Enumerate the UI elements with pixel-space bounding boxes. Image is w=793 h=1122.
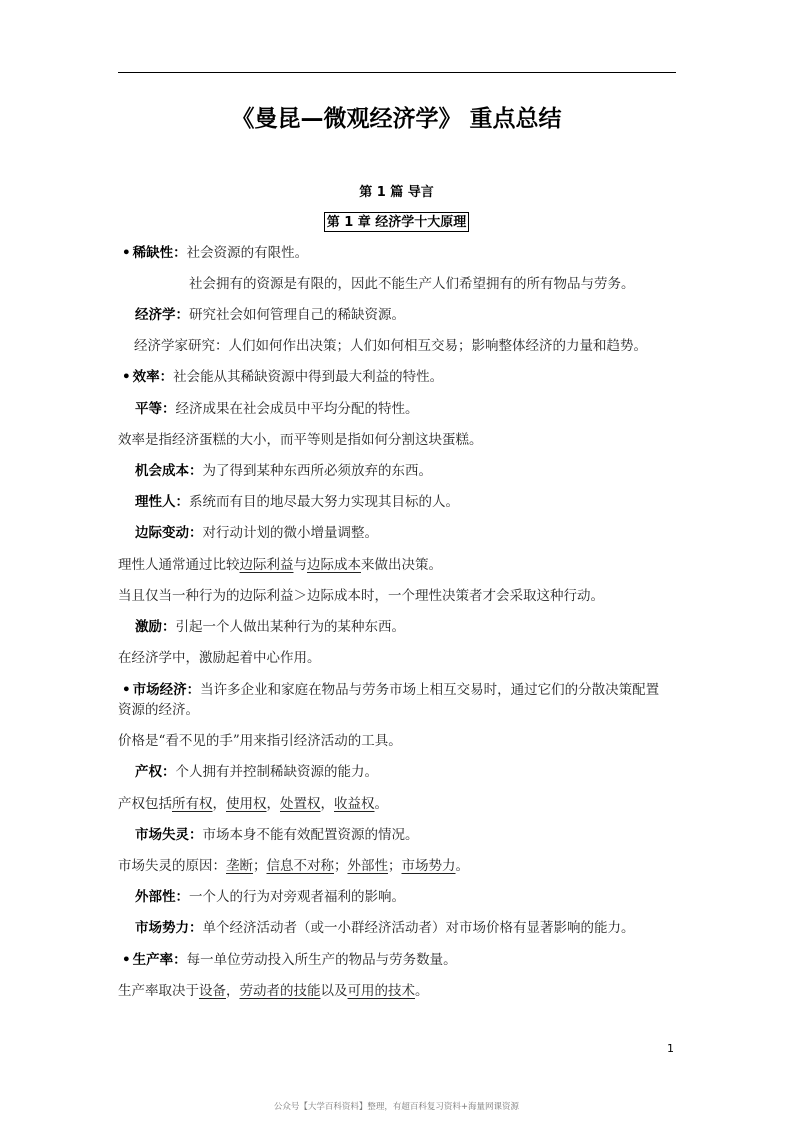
underlined-term: 边际成本 [307, 557, 361, 573]
definition-marginal-change [135, 524, 378, 542]
paragraph [118, 649, 321, 667]
definition-market-power [135, 919, 635, 937]
definition-scarcity [122, 244, 308, 262]
term: 效率： [132, 369, 174, 385]
definition-productivity [122, 951, 457, 969]
definition-text: 对行动计划的微小增量调整。 [202, 525, 378, 541]
paragraph-text: 价格是“看不见的手”用来指引经济活动的工具。 [118, 733, 402, 749]
paragraph [118, 431, 483, 449]
text-run: 理性人通常通过比较 [118, 557, 240, 573]
term: 生产率： [132, 952, 187, 968]
definition-text: 社会能从其稀缺资源中得到最大利益的特性。 [173, 369, 444, 385]
definition-text: 为了得到某种东西所必须放弃的东西。 [202, 463, 432, 479]
paragraph [118, 982, 429, 1000]
definition-equality [135, 400, 419, 418]
underlined-term: 收益权 [334, 796, 375, 812]
paragraph-text: 社会拥有的资源是有限的，因此不能生产人们希望拥有的所有物品与劳务。 [189, 276, 635, 292]
paragraph [189, 275, 635, 293]
term: 产权： [135, 764, 176, 780]
definition-incentive [135, 618, 405, 636]
underlined-term: 使用权 [226, 796, 267, 812]
chapter-heading-wrap [0, 211, 793, 232]
text-run: ； [253, 858, 267, 874]
underlined-term: 可用的技术 [347, 983, 415, 999]
text-run: ， [266, 796, 280, 812]
paragraph [118, 732, 402, 750]
page-number: 1 [667, 1042, 674, 1055]
text-run: 。 [415, 983, 429, 999]
definition-text: 社会资源的有限性。 [186, 245, 309, 261]
definition-text: 每一单位劳动投入所生产的物品与劳务数量。 [186, 952, 457, 968]
underlined-term: 劳动者的技能 [239, 983, 321, 999]
definition-property-rights [135, 763, 378, 781]
text-run: ； [388, 858, 402, 874]
text-run: 。 [455, 858, 469, 874]
text-run: 产权包括 [118, 796, 172, 812]
text-run: ， [320, 796, 334, 812]
underlined-term: 边际利益 [239, 557, 294, 573]
text-run: 。 [374, 796, 388, 812]
definition-externality [135, 888, 405, 906]
term: 激励： [135, 619, 176, 635]
paragraph [118, 857, 469, 875]
term: 市场失灵： [135, 827, 203, 843]
term: 平等： [135, 401, 176, 417]
bullet-icon: • [122, 245, 131, 261]
definition-text: 单个经济活动者（或一小群经济活动者）对市场价格有显著影响的能力。 [202, 920, 635, 936]
text-run: ， [226, 983, 240, 999]
text-run: ， [212, 796, 226, 812]
definition-text: 市场本身不能有效配置资源的情况。 [202, 827, 419, 843]
paragraph [118, 587, 604, 605]
underlined-term: 处置权 [280, 796, 321, 812]
footer-watermark: 公众号【大学百科资料】整理，有超百科复习资料+海量网课资源 [273, 1102, 520, 1112]
paragraph-text: 当且仅当一种行为的边际利益＞边际成本时，一个理性决策者才会采取这种行动。 [118, 588, 604, 604]
text-run: 与 [293, 557, 307, 573]
term: 理性人： [135, 494, 189, 510]
paragraph-text: 在经济学中，激励起着中心作用。 [118, 650, 321, 666]
term: 市场势力： [135, 920, 203, 936]
definition-text: 研究社会如何管理自己的稀缺资源。 [189, 307, 405, 323]
paragraph-text: 经济学家研究：人们如何作出决策；人们如何相互交易；影响整体经济的力量和趋势。 [134, 338, 647, 354]
definition-continuation [118, 701, 199, 719]
text-run: ； [334, 858, 348, 874]
underlined-term: 外部性 [347, 858, 388, 874]
part-heading: 第 1 篇 导言 [359, 185, 434, 200]
definition-economics [135, 306, 405, 324]
term: 经济学： [135, 307, 189, 323]
term: 市场经济： [132, 682, 201, 698]
underlined-term: 所有权 [172, 796, 213, 812]
text-run: 市场失灵的原因： [118, 858, 226, 874]
paragraph [118, 556, 442, 574]
definition-rational-person [135, 493, 459, 511]
term: 机会成本： [135, 463, 203, 479]
header-rule [118, 72, 676, 73]
chapter-heading: 第 1 章 经济学十大原理 [324, 212, 470, 232]
definition-opportunity-cost [135, 462, 432, 480]
paragraph-text: 效率是指经济蛋糕的大小，而平等则是指如何分割这块蛋糕。 [118, 432, 483, 448]
definition-text: 系统而有目的地尽最大努力实现其目标的人。 [189, 494, 459, 510]
text-run: 以及 [320, 983, 348, 999]
definition-market-economy [122, 681, 659, 699]
bullet-icon: • [122, 369, 131, 385]
definition-text: 个人拥有并控制稀缺资源的能力。 [175, 764, 378, 780]
bullet-icon: • [122, 952, 131, 968]
term: 边际变动： [135, 525, 203, 541]
definition-text: 当许多企业和家庭在物品与劳务市场上相互交易时，通过它们的分散决策配置 [200, 682, 660, 698]
text-run: 来做出决策。 [361, 557, 442, 573]
definition-text: 经济成果在社会成员中平均分配的特性。 [175, 401, 419, 417]
underlined-term: 垄断 [226, 858, 253, 874]
definition-efficiency [122, 368, 443, 386]
underlined-term: 市场势力 [401, 858, 456, 874]
definition-market-failure [135, 826, 419, 844]
underlined-term: 信息不对称 [266, 858, 334, 874]
definition-text: 一个人的行为对旁观者福利的影响。 [189, 889, 405, 905]
term: 稀缺性： [132, 245, 187, 261]
bullet-icon: • [122, 682, 131, 698]
paragraph [134, 337, 647, 355]
text-run: 生产率取决于 [118, 983, 199, 999]
document-title: 《曼昆—微观经济学》 重点总结 [231, 106, 562, 132]
underlined-term: 设备 [199, 983, 226, 999]
paragraph [118, 795, 388, 813]
definition-text: 引起一个人做出某种行为的某种东西。 [175, 619, 405, 635]
definition-text: 资源的经济。 [118, 702, 199, 718]
term: 外部性： [135, 889, 189, 905]
